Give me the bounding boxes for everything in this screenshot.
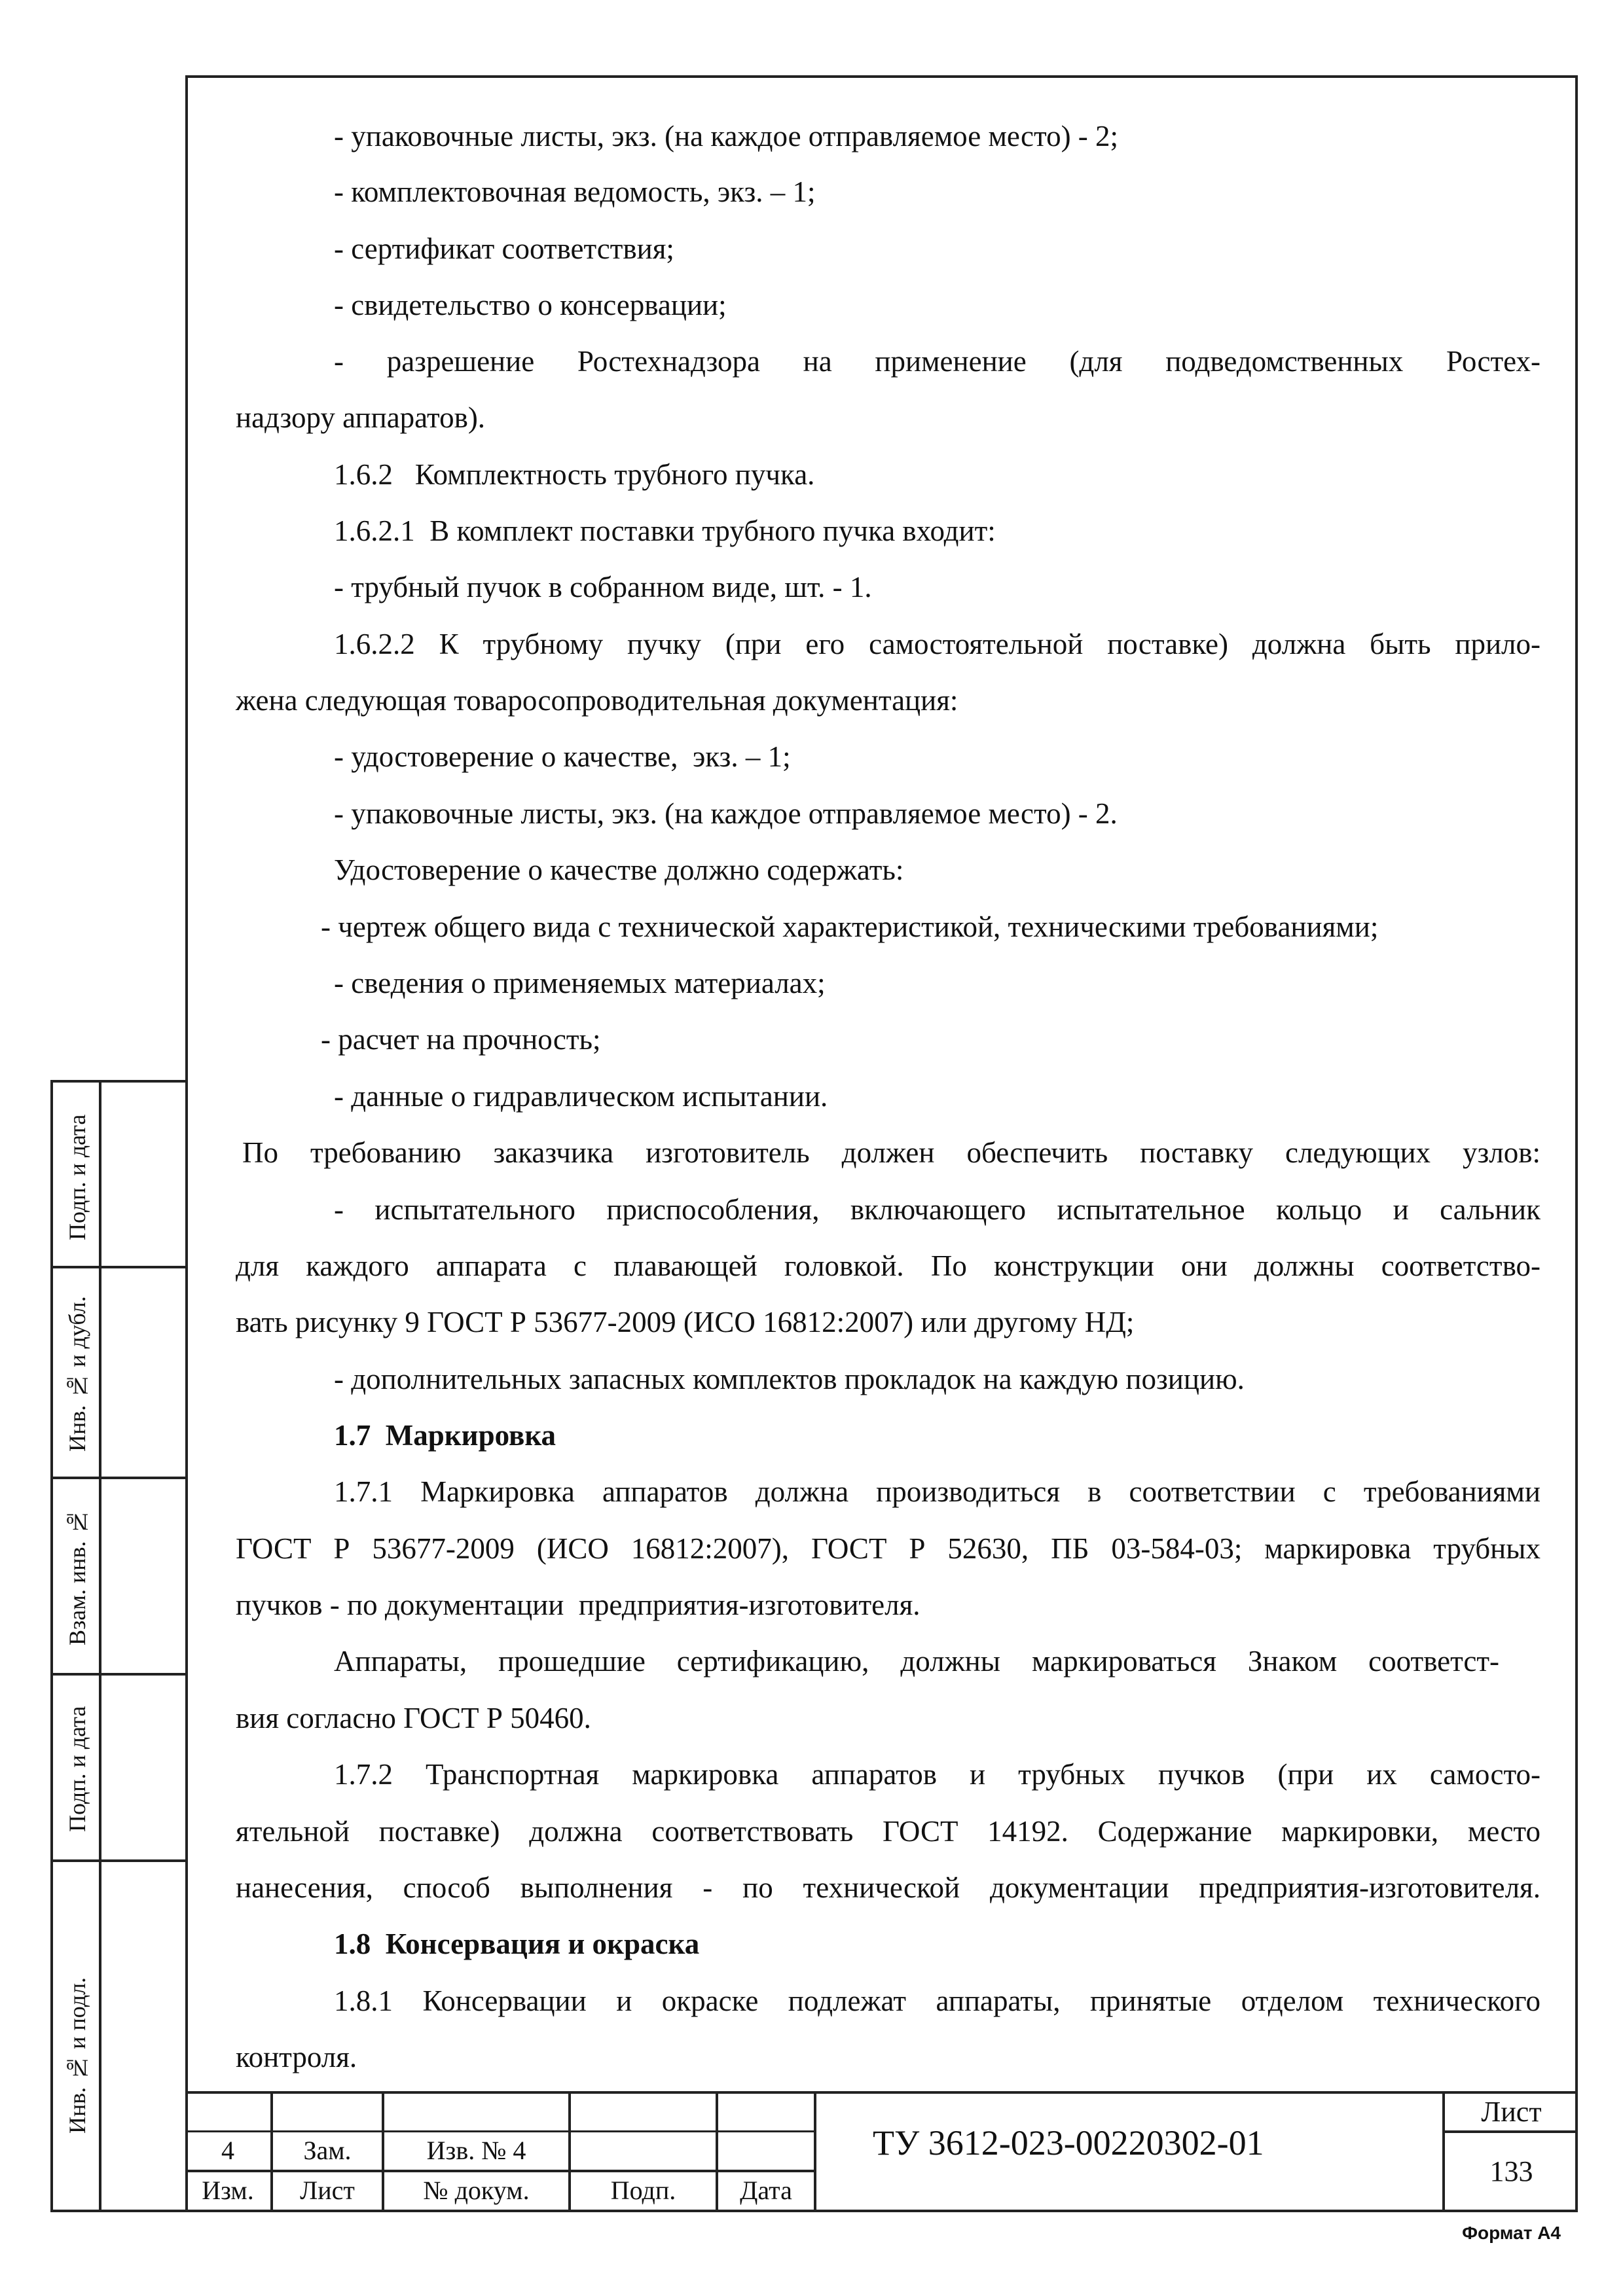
sheet-number: 133 <box>1489 2155 1533 2187</box>
text-line: Удостоверение о качестве должно содержать: <box>334 853 904 886</box>
side-block-podp-data-2 <box>50 1676 185 1862</box>
header-signature: Подп. <box>610 2176 676 2205</box>
side-block-vzam-inv <box>50 1479 185 1676</box>
side-label-inv-podl: Инв. № и подл. <box>64 1977 90 2134</box>
text-line: жена следующая товаросопроводительная документация: <box>236 684 958 717</box>
text-line: ГОСТ Р 53677-2009 (ИСО 16812:2007), ГОСТ Р 52630, ПБ 03-584-03; маркировка трубных <box>236 1532 1541 1565</box>
text-line: 1.7.1 Маркировка аппаратов должна производиться в соответствии с требованиями <box>334 1475 1541 1508</box>
text-line: - удостоверение о качестве, экз. – 1; <box>334 740 791 773</box>
text-line: - данные о гидравлическом испытании. <box>334 1080 828 1113</box>
rev-sheet: Зам. <box>303 2136 352 2165</box>
sheet-label: Лист <box>1481 2096 1542 2128</box>
side-label-podp-data-2: Подп. и дата <box>64 1706 90 1832</box>
text-line: 1.6.2.2 К трубному пучку (при его самостоятельной поставке) должна быть прило- <box>334 628 1541 660</box>
document-code: ТУ 3612-023-00220302-01 <box>873 2123 1264 2162</box>
header-doc-number: № докум. <box>423 2176 530 2205</box>
text-line: Аппараты, прошедшие сертификацию, должны маркироваться Знаком соответст- <box>334 1645 1499 1677</box>
text-line: для каждого аппарата с плавающей головкой. По конструкции они должны соответство- <box>236 1249 1541 1282</box>
side-block-inv-podl <box>50 1862 185 2212</box>
text-line: пучков - по документации предприятия-изготовителя. <box>236 1588 921 1621</box>
side-block-podp-data-1 <box>50 1080 185 1268</box>
text-line: - испытательного приспособления, включающего испытательное кольцо и сальник <box>334 1193 1541 1226</box>
header-date: Дата <box>740 2176 792 2205</box>
text-line: - упаковочные листы, экз. (на каждое отправляемое место) - 2. <box>334 797 1118 830</box>
text-line: - дополнительных запасных комплектов прокладок на каждую позицию. <box>334 1363 1245 1395</box>
text-line: контроля. <box>236 2041 357 2073</box>
header-list: Лист <box>300 2176 355 2205</box>
header-izm: Изм. <box>202 2176 254 2205</box>
text-line: - упаковочные листы, экз. (на каждое отправляемое место) - 2; <box>334 120 1119 152</box>
text-line: - разрешение Ростехнадзора на применение (для подведомственных Ростех- <box>334 345 1541 378</box>
side-block-inv-dubl <box>50 1268 185 1479</box>
text-line: - комплектовочная ведомость, экз. – 1; <box>334 175 816 208</box>
text-line: вия согласно ГОСТ Р 50460. <box>236 1702 591 1734</box>
side-label-inv-dubl: Инв. № и дубл. <box>64 1296 90 1452</box>
text-line: вать рисунку 9 ГОСТ Р 53677-2009 (ИСО 16812:2007) или другому НД; <box>236 1306 1135 1338</box>
text-line: ятельной поставке) должна соответствовать ГОСТ 14192. Содержание маркировки, место <box>236 1815 1541 1848</box>
side-label-podp-data-1: Подп. и дата <box>64 1114 90 1241</box>
text-line: - чертеж общего вида с технической характеристикой, техническими требованиями; <box>321 910 1379 943</box>
text-line: - сведения о применяемых материалах; <box>334 967 826 999</box>
text-line: - трубный пучок в собранном виде, шт. - 1. <box>334 571 872 603</box>
rev-doc: Изв. № 4 <box>426 2136 526 2165</box>
section-heading-1-7: 1.7 Маркировка <box>334 1419 556 1452</box>
text-line: 1.8.1 Консервации и окраске подлежат аппараты, принятые отделом технического <box>334 1984 1541 2017</box>
text-line: По требованию заказчика изготовитель должен обеспечить поставку следующих узлов: <box>242 1136 1541 1169</box>
rev-num: 4 <box>221 2136 234 2165</box>
format-label: Формат А4 <box>1462 2223 1561 2243</box>
text-line: 1.7.2 Транспортная маркировка аппаратов и трубных пучков (при их самосто- <box>334 1758 1541 1791</box>
text-line: нанесения, способ выполнения - по технической документации предприятия-изготовителя. <box>236 1871 1541 1904</box>
text-line: 1.6.2.1 В комплект поставки трубного пучка входит: <box>334 514 996 547</box>
side-label-vzam-inv: Взам. инв. № <box>64 1509 90 1646</box>
text-line: надзору аппаратов). <box>236 401 486 434</box>
section-heading-1-8: 1.8 Консервация и окраска <box>334 1928 700 1960</box>
section-heading-1-6-2: 1.6.2 Комплектность трубного пучка. <box>334 458 815 491</box>
text-line: - свидетельство о консервации; <box>334 289 727 321</box>
text-line: - сертификат соответствия; <box>334 232 674 265</box>
title-block <box>185 2091 1578 2212</box>
text-line: - расчет на прочность; <box>321 1023 601 1056</box>
